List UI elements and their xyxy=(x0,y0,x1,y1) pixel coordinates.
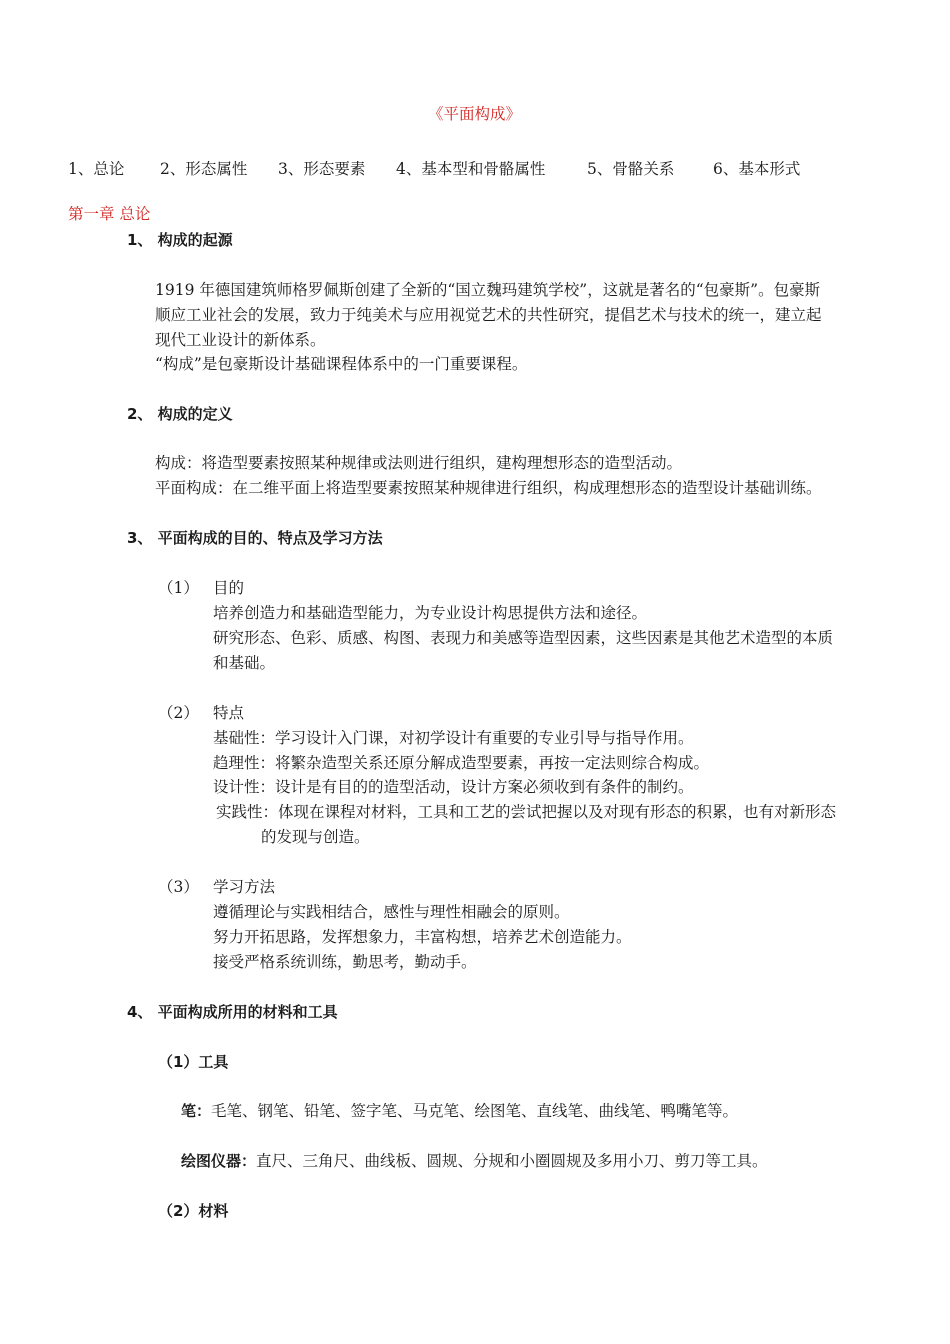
subsection-number: （3） xyxy=(158,878,199,896)
paragraph-line: 趋理性：将繁杂造型关系还原分解成造型要素，再按一定法则综合构成。 xyxy=(213,754,710,772)
toc-item: 1、总论 xyxy=(68,160,125,178)
paragraph-line: 的发现与创造。 xyxy=(261,828,370,846)
instruments-label: 绘图仪器： xyxy=(181,1152,257,1170)
document-title: 《平面构成》 xyxy=(428,105,522,123)
subsection-title: 目的 xyxy=(213,579,245,597)
paragraph-line: 遵循理论与实践相结合，感性与理性相融会的原则。 xyxy=(213,903,570,921)
paragraph-line: 构成：将造型要素按照某种规律或法则进行组织，建构理想形态的造型活动。 xyxy=(155,454,683,472)
paragraph-line: 接受严格系统训练，勤思考，勤动手。 xyxy=(213,953,477,971)
subsection-number: （2） xyxy=(158,704,199,722)
paragraph-line: 平面构成：在二维平面上将造型要素按照某种规律进行组织，构成理想形态的造型设计基础训练。 xyxy=(155,479,822,497)
section-heading: 3、 平面构成的目的、特点及学习方法 xyxy=(127,529,383,547)
paragraph-line: 现代工业设计的新体系。 xyxy=(155,331,326,349)
paragraph-line: 和基础。 xyxy=(213,654,276,672)
paragraph-line: 培养创造力和基础造型能力，为专业设计构思提供方法和途径。 xyxy=(213,604,648,622)
toc-item: 6、基本形式 xyxy=(713,160,801,178)
pens-label: 笔： xyxy=(181,1102,212,1120)
paragraph-line: 设计性：设计是有目的的造型活动，设计方案必须收到有条件的制约。 xyxy=(213,778,694,796)
table-of-contents xyxy=(0,157,950,177)
paragraph-line: 1919 年德国建筑师格罗佩斯创建了全新的“国立魏玛建筑学校”，这就是著名的“包豪斯”。包豪斯 xyxy=(155,281,821,299)
paragraph-line: 基础性：学习设计入门课，对初学设计有重要的专业引导与指导作用。 xyxy=(213,729,694,747)
section-heading: 1、 构成的起源 xyxy=(127,231,233,249)
tools-pens-line xyxy=(181,1104,738,1120)
section-heading: 2、 构成的定义 xyxy=(127,405,233,423)
paragraph-line: 顺应工业社会的发展，致力于纯美术与应用视觉艺术的共性研究，提倡艺术与技术的统一，建立起 xyxy=(155,306,822,324)
toc-item: 3、形态要素 xyxy=(278,160,366,178)
paragraph-line: 研究形态、色彩、质感、构图、表现力和美感等造型因素，这些因素是其他艺术造型的本质 xyxy=(213,629,834,647)
subsection-title: 学习方法 xyxy=(213,878,276,896)
subsection-title: 特点 xyxy=(213,704,245,722)
subsection-number: （1） xyxy=(158,579,199,597)
paragraph-line: 实践性：体现在课程对材料，工具和工艺的尝试把握以及对现有形态的积累，也有对新形态 xyxy=(216,803,837,821)
pens-text: 毛笔、钢笔、铅笔、签字笔、马克笔、绘图笔、直线笔、曲线笔、鸭嘴笔等。 xyxy=(211,1102,739,1120)
chapter-heading: 第一章 总论 xyxy=(68,205,151,223)
subsection-heading-tools: （1）工具 xyxy=(158,1053,229,1071)
toc-item: 2、形态属性 xyxy=(160,160,248,178)
paragraph-line: “构成”是包豪斯设计基础课程体系中的一门重要课程。 xyxy=(155,355,528,373)
toc-item: 4、基本型和骨骼属性 xyxy=(396,160,546,178)
subsection-heading-materials: （2）材料 xyxy=(158,1202,229,1220)
toc-item: 5、骨骼关系 xyxy=(587,160,675,178)
tools-instruments-line xyxy=(181,1154,768,1170)
instruments-text: 直尺、三角尺、曲线板、圆规、分规和小圈圆规及多用小刀、剪刀等工具。 xyxy=(256,1152,768,1170)
section-heading: 4、 平面构成所用的材料和工具 xyxy=(127,1003,338,1021)
paragraph-line: 努力开拓思路，发挥想象力，丰富构想，培养艺术创造能力。 xyxy=(213,928,632,946)
